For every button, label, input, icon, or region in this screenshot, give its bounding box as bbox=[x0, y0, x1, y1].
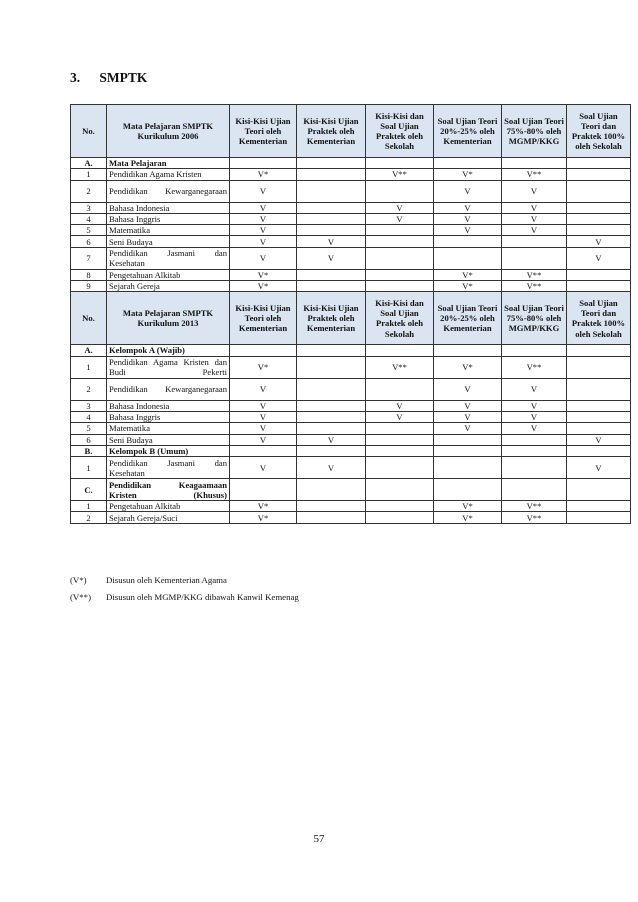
row-number: 2 bbox=[71, 512, 107, 523]
mark-cell bbox=[297, 356, 366, 378]
table-header-row bbox=[71, 105, 631, 158]
mark-cell: V bbox=[502, 202, 567, 213]
row-number: C. bbox=[71, 479, 107, 501]
mark-cell bbox=[567, 378, 631, 400]
mark-cell bbox=[567, 213, 631, 224]
mark-cell bbox=[366, 479, 434, 501]
mark-cell: V* bbox=[230, 501, 297, 512]
mark-cell: V bbox=[230, 434, 297, 445]
mark-cell bbox=[297, 213, 366, 224]
row-number: 6 bbox=[71, 434, 107, 445]
column-header: Soal Ujian Teori 75%-80% oleh MGMP/KKG bbox=[502, 292, 567, 345]
subject-name: Sejarah Gereja bbox=[107, 281, 230, 292]
mark-cell: V bbox=[230, 202, 297, 213]
row-number: 3 bbox=[71, 400, 107, 411]
mark-cell bbox=[366, 434, 434, 445]
mark-cell: V* bbox=[230, 269, 297, 280]
row-number: A. bbox=[71, 158, 107, 169]
mark-cell: V bbox=[434, 180, 502, 202]
mark-cell bbox=[567, 445, 631, 456]
mark-cell: V bbox=[434, 225, 502, 236]
mark-cell bbox=[567, 400, 631, 411]
subject-name: Seni Budaya bbox=[107, 434, 230, 445]
mark-cell bbox=[502, 345, 567, 356]
mark-cell bbox=[502, 479, 567, 501]
mark-cell: V* bbox=[434, 501, 502, 512]
table-row bbox=[71, 247, 631, 269]
column-header: Soal Ujian Teori dan Praktek 100% oleh Sekolah bbox=[567, 292, 631, 345]
mark-cell: V bbox=[434, 423, 502, 434]
mark-cell: V bbox=[297, 457, 366, 479]
subject-name: Pendidikan Jasmani dan Kesehatan bbox=[107, 457, 230, 479]
mark-cell bbox=[297, 378, 366, 400]
mark-cell bbox=[297, 445, 366, 456]
mark-cell bbox=[366, 247, 434, 269]
row-number: 6 bbox=[71, 236, 107, 247]
mark-cell: V** bbox=[502, 281, 567, 292]
table-row bbox=[71, 434, 631, 445]
mark-cell: V bbox=[434, 378, 502, 400]
mark-cell: V bbox=[502, 400, 567, 411]
mark-cell bbox=[434, 247, 502, 269]
mark-cell bbox=[434, 158, 502, 169]
table-row bbox=[71, 281, 631, 292]
row-number: 5 bbox=[71, 225, 107, 236]
subject-name: Pendidikan Kewarganegaraan bbox=[107, 378, 230, 400]
mark-cell: V bbox=[366, 213, 434, 224]
mark-cell: V* bbox=[434, 169, 502, 180]
mark-cell bbox=[230, 479, 297, 501]
note-2 bbox=[70, 588, 299, 605]
column-header: Kisi-Kisi dan Soal Ujian Praktek oleh Sekolah bbox=[366, 292, 434, 345]
mark-cell: V* bbox=[434, 356, 502, 378]
mark-cell bbox=[567, 356, 631, 378]
mark-cell: V bbox=[502, 180, 567, 202]
subject-name: Pendidikan Keagaamaan Kristen (Khusus) bbox=[107, 479, 230, 501]
mark-cell bbox=[366, 378, 434, 400]
table-header-row bbox=[71, 292, 631, 345]
mark-cell bbox=[434, 457, 502, 479]
table-group-row bbox=[71, 479, 631, 501]
row-number: 8 bbox=[71, 269, 107, 280]
note-text: Disusun oleh MGMP/KKG dibawah Kanwil Kemenag bbox=[106, 591, 299, 602]
row-number: 2 bbox=[71, 180, 107, 202]
column-header: Kisi-Kisi Ujian Praktek oleh Kementerian bbox=[297, 105, 366, 158]
mark-cell: V bbox=[366, 202, 434, 213]
mark-cell bbox=[366, 345, 434, 356]
subject-name: Bahasa Inggris bbox=[107, 411, 230, 422]
table-row bbox=[71, 501, 631, 512]
table-row bbox=[71, 423, 631, 434]
note-key: (V*) bbox=[70, 574, 87, 585]
column-header: Soal Ujian Teori 20%-25% oleh Kementerian bbox=[434, 292, 502, 345]
subject-name: Pendidikan Kewarganegaraan bbox=[107, 180, 230, 202]
row-number: 7 bbox=[71, 247, 107, 269]
mark-cell: V bbox=[230, 457, 297, 479]
column-header: Soal Ujian Teori dan Praktek 100% oleh Sekolah bbox=[567, 105, 631, 158]
mark-cell: V bbox=[230, 423, 297, 434]
mark-cell: V bbox=[366, 400, 434, 411]
table-row bbox=[71, 512, 631, 523]
mark-cell bbox=[567, 269, 631, 280]
row-number: 1 bbox=[71, 457, 107, 479]
row-number: 4 bbox=[71, 213, 107, 224]
column-header: No. bbox=[71, 292, 107, 345]
mark-cell: V bbox=[230, 400, 297, 411]
mark-cell: V* bbox=[230, 169, 297, 180]
mark-cell bbox=[366, 423, 434, 434]
mark-cell bbox=[567, 202, 631, 213]
table-row bbox=[71, 225, 631, 236]
subject-name: Bahasa Indonesia bbox=[107, 202, 230, 213]
mark-cell: V bbox=[230, 213, 297, 224]
mark-cell: V bbox=[230, 378, 297, 400]
mark-cell bbox=[366, 236, 434, 247]
column-header: Kisi-Kisi Ujian Teori oleh Kementerian bbox=[230, 105, 297, 158]
table-row bbox=[71, 236, 631, 247]
note-text: Disusun oleh Kementerian Agama bbox=[106, 574, 227, 585]
mark-cell bbox=[297, 400, 366, 411]
mark-cell: V* bbox=[434, 512, 502, 523]
column-header: Mata Pelajaran SMPTK Kurikulum 2006 bbox=[107, 105, 230, 158]
mark-cell bbox=[366, 269, 434, 280]
mark-cell bbox=[502, 158, 567, 169]
exam-table bbox=[70, 104, 631, 524]
subject-name: Bahasa Indonesia bbox=[107, 400, 230, 411]
column-header: Kisi-Kisi Ujian Praktek oleh Kementerian bbox=[297, 292, 366, 345]
mark-cell: V bbox=[434, 202, 502, 213]
mark-cell: V bbox=[297, 434, 366, 445]
mark-cell bbox=[502, 434, 567, 445]
mark-cell: V bbox=[434, 213, 502, 224]
mark-cell: V bbox=[567, 247, 631, 269]
mark-cell bbox=[366, 457, 434, 479]
table-row bbox=[71, 411, 631, 422]
mark-cell: V** bbox=[502, 169, 567, 180]
table-row bbox=[71, 180, 631, 202]
subject-name: Pengetahuan Alkitab bbox=[107, 269, 230, 280]
mark-cell: V** bbox=[366, 169, 434, 180]
subject-name: Matematika bbox=[107, 423, 230, 434]
mark-cell bbox=[567, 423, 631, 434]
mark-cell: V bbox=[297, 236, 366, 247]
mark-cell: V** bbox=[502, 501, 567, 512]
mark-cell bbox=[502, 247, 567, 269]
mark-cell bbox=[366, 281, 434, 292]
mark-cell bbox=[297, 169, 366, 180]
mark-cell bbox=[297, 202, 366, 213]
mark-cell bbox=[567, 225, 631, 236]
mark-cell: V* bbox=[230, 512, 297, 523]
subject-name: Seni Budaya bbox=[107, 236, 230, 247]
subject-name: Mata Pelajaran bbox=[107, 158, 230, 169]
mark-cell: V bbox=[230, 411, 297, 422]
row-number: B. bbox=[71, 445, 107, 456]
mark-cell bbox=[502, 457, 567, 479]
mark-cell bbox=[434, 479, 502, 501]
table-group-row bbox=[71, 158, 631, 169]
subject-name: Pendidikan Agama Kristen bbox=[107, 169, 230, 180]
mark-cell: V bbox=[502, 213, 567, 224]
mark-cell bbox=[567, 512, 631, 523]
row-number: 2 bbox=[71, 378, 107, 400]
mark-cell: V* bbox=[230, 281, 297, 292]
mark-cell bbox=[567, 169, 631, 180]
table-row bbox=[71, 269, 631, 280]
mark-cell bbox=[502, 236, 567, 247]
mark-cell: V bbox=[230, 180, 297, 202]
mark-cell bbox=[502, 445, 567, 456]
mark-cell bbox=[297, 225, 366, 236]
mark-cell: V** bbox=[502, 512, 567, 523]
mark-cell: V bbox=[502, 378, 567, 400]
mark-cell bbox=[434, 236, 502, 247]
mark-cell bbox=[366, 501, 434, 512]
mark-cell bbox=[297, 281, 366, 292]
table-row bbox=[71, 400, 631, 411]
mark-cell: V* bbox=[434, 281, 502, 292]
note-1 bbox=[70, 571, 299, 588]
mark-cell bbox=[366, 180, 434, 202]
subject-name: Kelompok B (Umum) bbox=[107, 445, 230, 456]
column-header: Soal Ujian Teori 75%-80% oleh MGMP/KKG bbox=[502, 105, 567, 158]
mark-cell bbox=[567, 501, 631, 512]
mark-cell bbox=[366, 512, 434, 523]
mark-cell: V bbox=[366, 411, 434, 422]
mark-cell: V** bbox=[366, 356, 434, 378]
mark-cell: V bbox=[230, 236, 297, 247]
table-group-row bbox=[71, 445, 631, 456]
mark-cell: V** bbox=[502, 269, 567, 280]
mark-cell bbox=[567, 411, 631, 422]
mark-cell bbox=[297, 512, 366, 523]
mark-cell: V** bbox=[502, 356, 567, 378]
column-header: Soal Ujian Teori 20%-25% oleh Kementerian bbox=[434, 105, 502, 158]
row-number: 1 bbox=[71, 501, 107, 512]
mark-cell bbox=[366, 158, 434, 169]
mark-cell: V bbox=[502, 411, 567, 422]
mark-cell: V bbox=[434, 411, 502, 422]
mark-cell: V* bbox=[434, 269, 502, 280]
mark-cell: V bbox=[230, 225, 297, 236]
mark-cell: V bbox=[230, 247, 297, 269]
subject-name: Pendidikan Agama Kristen dan Budi Pekerti bbox=[107, 356, 230, 378]
mark-cell bbox=[297, 158, 366, 169]
note-key: (V**) bbox=[70, 591, 92, 602]
mark-cell bbox=[297, 423, 366, 434]
subject-name: Bahasa Inggris bbox=[107, 213, 230, 224]
section-title: SMPTK bbox=[99, 70, 148, 85]
page-number: 57 bbox=[313, 833, 325, 845]
mark-cell bbox=[366, 225, 434, 236]
table-row bbox=[71, 202, 631, 213]
column-header: No. bbox=[71, 105, 107, 158]
row-number: 4 bbox=[71, 411, 107, 422]
row-number: A. bbox=[71, 345, 107, 356]
subject-name: Kelompok A (Wajib) bbox=[107, 345, 230, 356]
mark-cell: V bbox=[434, 400, 502, 411]
subject-name: Matematika bbox=[107, 225, 230, 236]
row-number: 5 bbox=[71, 423, 107, 434]
mark-cell bbox=[297, 269, 366, 280]
mark-cell: V bbox=[567, 457, 631, 479]
mark-cell bbox=[230, 445, 297, 456]
row-number: 1 bbox=[71, 169, 107, 180]
row-number: 3 bbox=[71, 202, 107, 213]
column-header: Mata Pelajaran SMPTK Kurikulum 2013 bbox=[107, 292, 230, 345]
mark-cell: V bbox=[567, 236, 631, 247]
mark-cell bbox=[366, 445, 434, 456]
mark-cell: V* bbox=[230, 356, 297, 378]
table-row bbox=[71, 169, 631, 180]
mark-cell bbox=[567, 281, 631, 292]
table-row bbox=[71, 356, 631, 378]
mark-cell bbox=[297, 345, 366, 356]
row-number: 1 bbox=[71, 356, 107, 378]
mark-cell bbox=[567, 479, 631, 501]
mark-cell bbox=[297, 479, 366, 501]
mark-cell bbox=[230, 158, 297, 169]
column-header: Kisi-Kisi dan Soal Ujian Praktek oleh Sekolah bbox=[366, 105, 434, 158]
mark-cell bbox=[567, 158, 631, 169]
mark-cell bbox=[297, 180, 366, 202]
section-heading bbox=[70, 70, 147, 86]
column-header: Kisi-Kisi Ujian Teori oleh Kementerian bbox=[230, 292, 297, 345]
table-row bbox=[71, 378, 631, 400]
mark-cell bbox=[567, 345, 631, 356]
mark-cell: V bbox=[502, 423, 567, 434]
mark-cell: V bbox=[502, 225, 567, 236]
mark-cell bbox=[567, 180, 631, 202]
table-group-row bbox=[71, 345, 631, 356]
subject-name: Pengetahuan Alkitab bbox=[107, 501, 230, 512]
row-number: 9 bbox=[71, 281, 107, 292]
table-row bbox=[71, 213, 631, 224]
mark-cell bbox=[297, 501, 366, 512]
mark-cell bbox=[434, 445, 502, 456]
mark-cell bbox=[434, 345, 502, 356]
mark-cell bbox=[297, 411, 366, 422]
section-number: 3. bbox=[70, 70, 81, 85]
mark-cell: V bbox=[297, 247, 366, 269]
mark-cell bbox=[434, 434, 502, 445]
subject-name: Sejarah Gereja/Suci bbox=[107, 512, 230, 523]
notes bbox=[70, 571, 299, 605]
table-row bbox=[71, 457, 631, 479]
mark-cell bbox=[230, 345, 297, 356]
mark-cell: V bbox=[567, 434, 631, 445]
subject-name: Pendidikan Jasmani dan Kesehatan bbox=[107, 247, 230, 269]
